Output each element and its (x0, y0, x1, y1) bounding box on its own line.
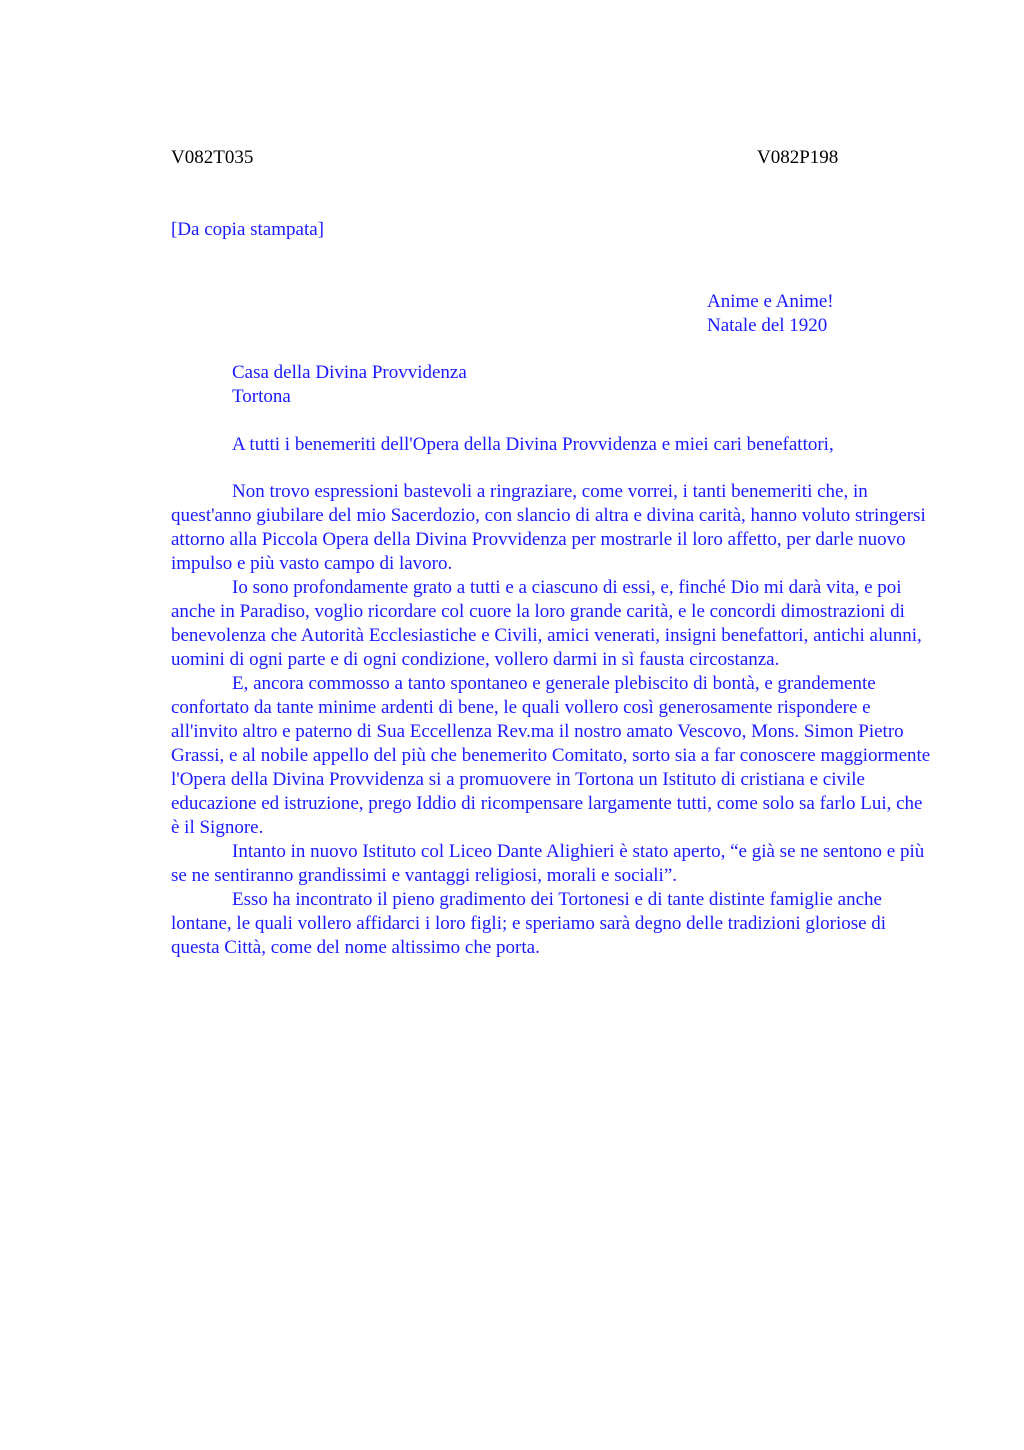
document-reference-right: V082P198 (757, 147, 839, 168)
paragraph: Intanto in nuovo Istituto col Liceo Dante Alighieri è stato aperto, “e già se ne sentono e più se ne sentiranno grandissimi e vantaggi religiosi, morali e sociali”. (171, 841, 925, 886)
dateline (707, 290, 834, 338)
dateline-date: Natale del 1920 (707, 315, 828, 336)
paragraph: E, ancora commosso a tanto spontaneo e generale plebiscito di bontà, e grandemente confortato da tante minime ardenti di bene, le quali vollero così generosamente rispondere e all'invito altro e paterno di Sua Eccellenza Rev.ma il nostro amato Vescovo, Mons. Simon Pietro Grassi, e al nobile appello del più che benemerito Comitato, sorto sia a far conoscere maggiormente l'Opera della Divina Provvidenza si a promuovere in Tortona un Istituto di cristiana e civile educazione ed istruzione, prego Iddio di ricompensare largamente tutti, come solo sa farlo Lui, che è il Signore. (171, 673, 931, 838)
sender-city: Tortona (232, 386, 291, 407)
letter-body (171, 480, 931, 960)
paragraph: Io sono profondamente grato a tutti e a ciascuno di essi, e, finché Dio mi darà vita, e poi anche in Paradiso, voglio ricordare col cuore la loro grande carità, e le concordi dimostrazioni di benevolenza che Autorità Ecclesiastiche e Civili, amici venerati, insigni benefattori, antichi alunni, uomini di ogni parte e di ogni condizione, vollero darmi in sì fausta circostanza. (171, 577, 922, 670)
sender-name: Casa della Divina Provvidenza (232, 362, 467, 383)
source-note: [Da copia stampata] (171, 219, 324, 240)
dateline-motto: Anime e Anime! (707, 291, 834, 312)
salutation: A tutti i benemeriti dell'Opera della Divina Provvidenza e miei cari benefattori, (232, 434, 834, 455)
document-reference-left: V082T035 (171, 147, 254, 168)
sender-address (232, 361, 467, 409)
paragraph: Esso ha incontrato il pieno gradimento dei Tortonesi e di tante distinte famiglie anche lontane, le quali vollero affidarci i loro figli; e speriamo sarà degno delle tradizioni gloriose di questa Città, come del nome altissimo che porta. (171, 889, 887, 958)
paragraph: Non trovo espressioni bastevoli a ringraziare, come vorrei, i tanti benemeriti che, in quest'anno giubilare del mio Sacerdozio, con slancio di altra e divina carità, hanno voluto stringersi attorno alla Piccola Opera della Divina Provvidenza per mostrarle il loro affetto, per darle nuovo impulso e più vasto campo di lavoro. (171, 481, 926, 574)
